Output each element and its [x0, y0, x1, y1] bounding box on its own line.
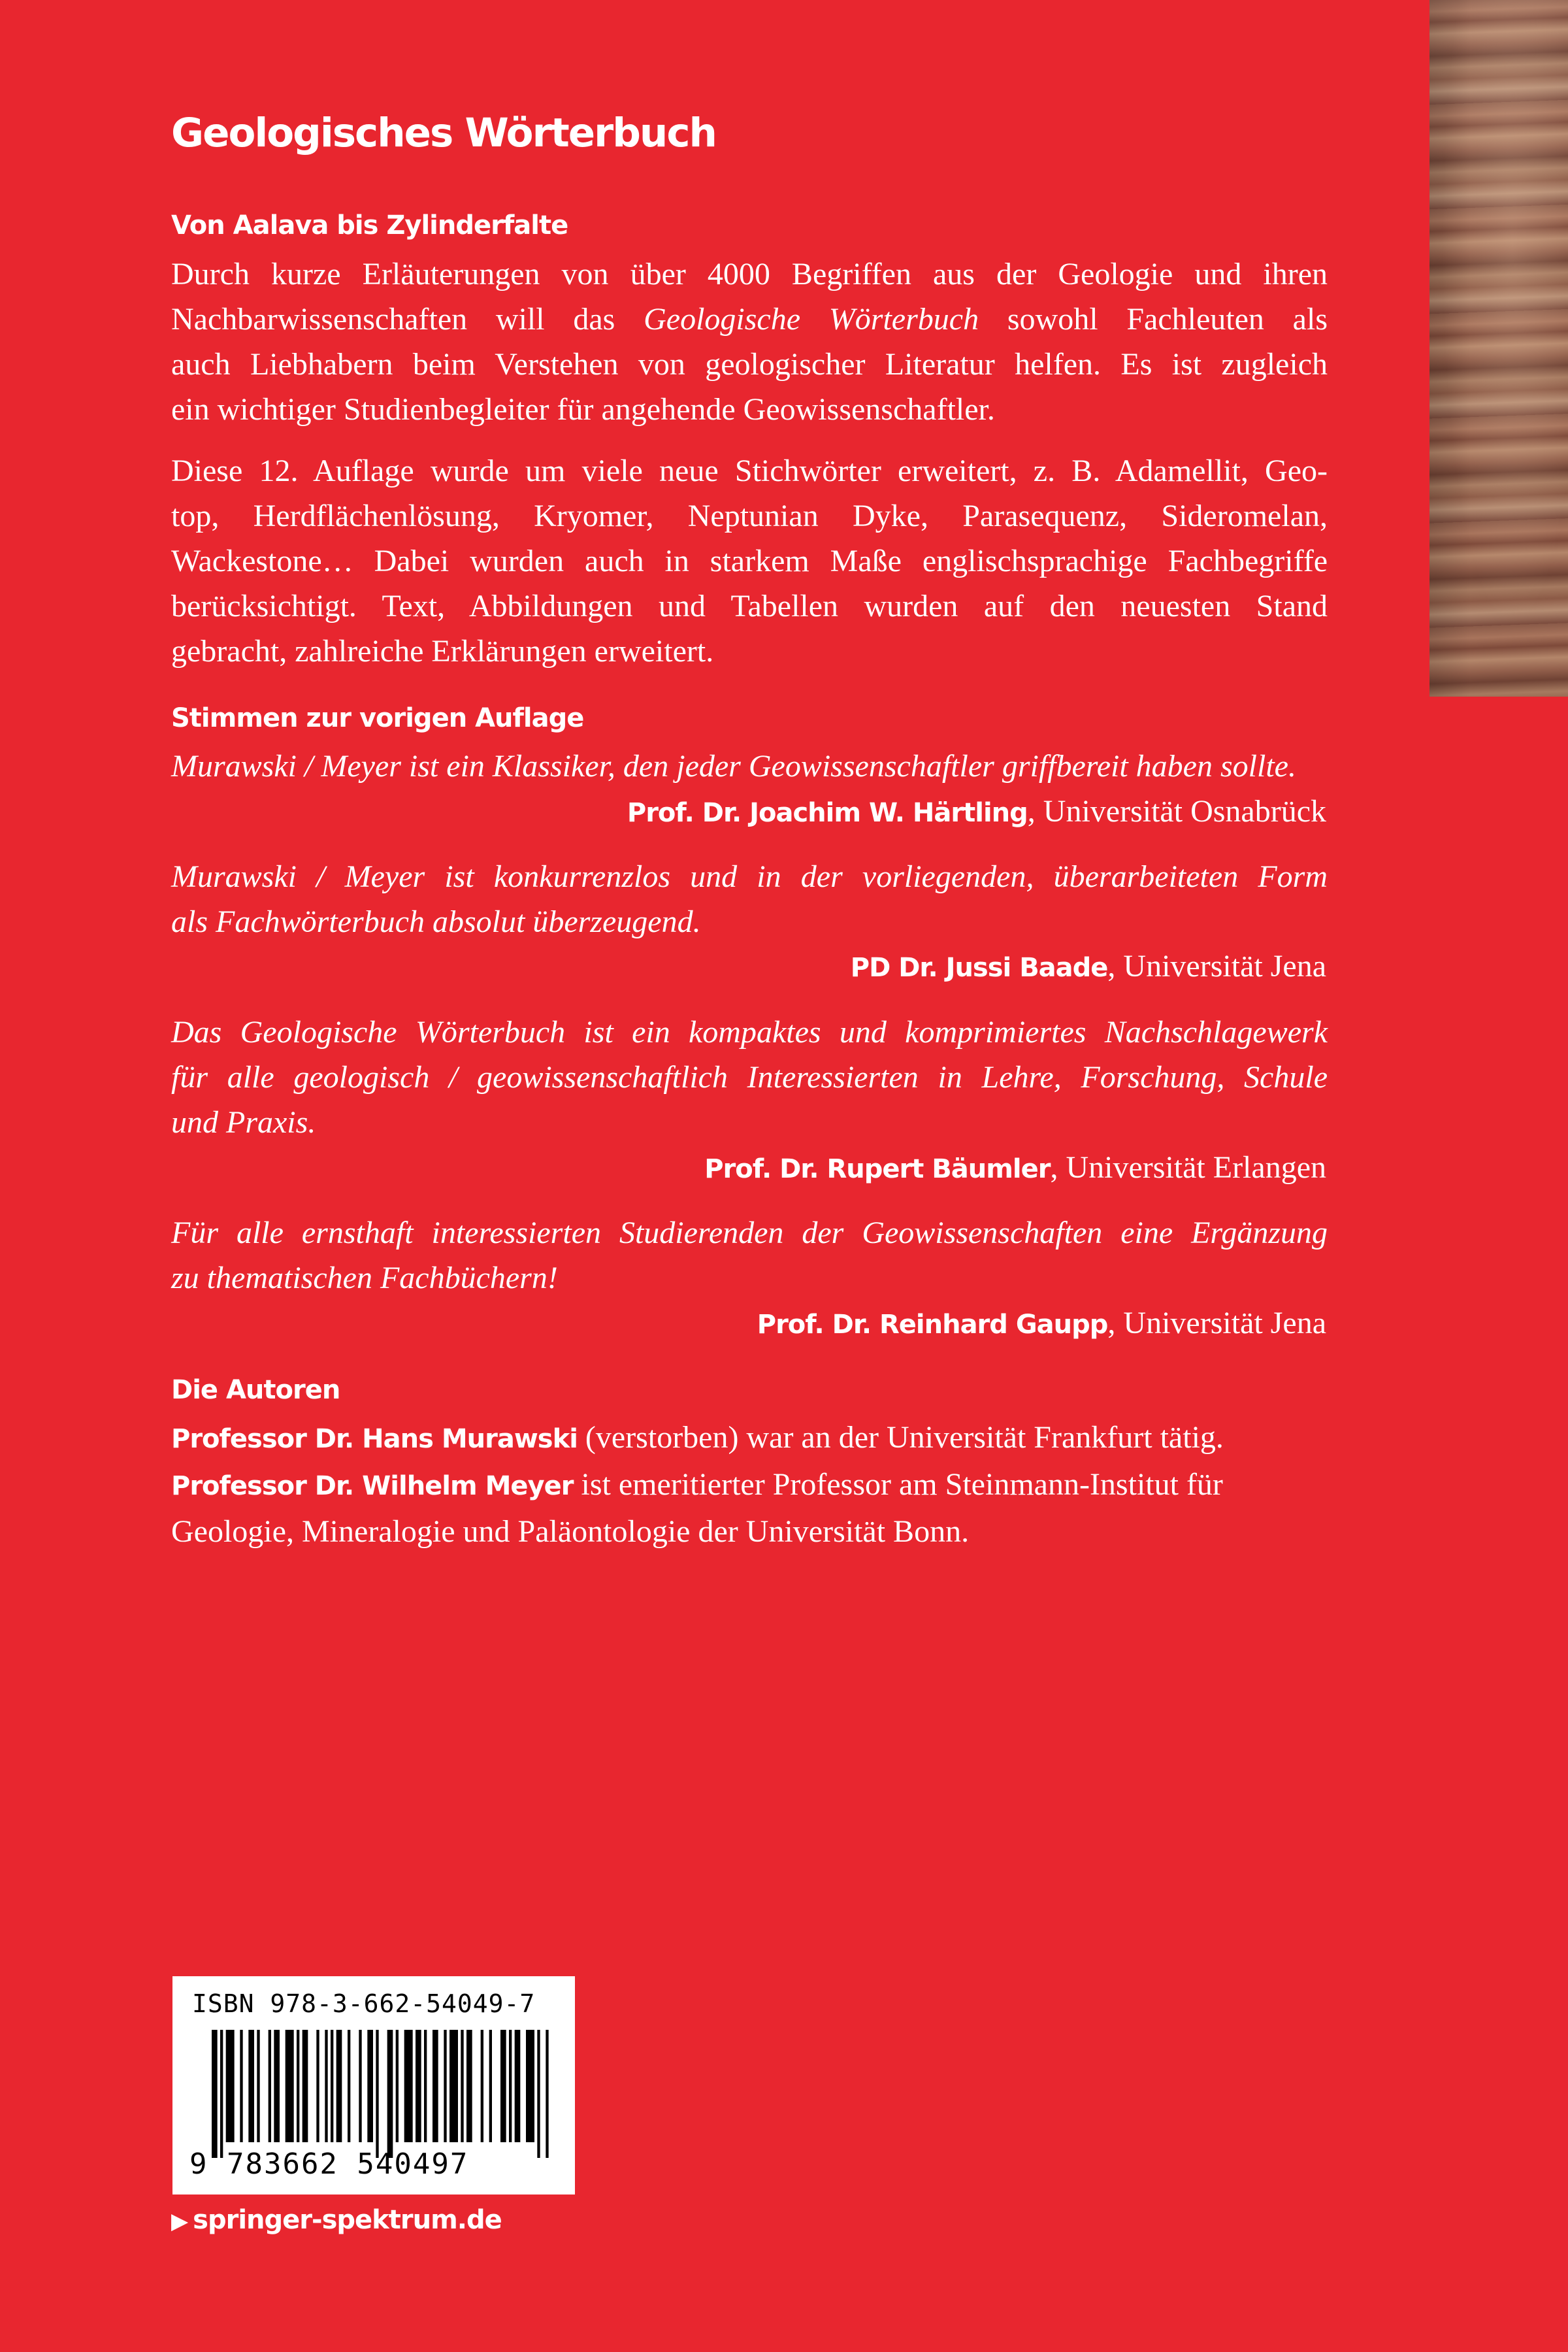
publisher-website[interactable] — [171, 2205, 502, 2235]
barcode-bar — [302, 2030, 308, 2142]
review-attribution — [757, 1300, 1326, 1348]
reviewer-affiliation: , Universität Erlangen — [1050, 1150, 1326, 1185]
reviewer-name: Prof. Dr. Joachim W. Härtling — [627, 798, 1028, 828]
review-attribution — [851, 944, 1326, 991]
review-quote: Für alle ernsthaft interessierten Studierenden der Geowissenschaften eine Ergänzung zu thematischen Fachbüchern! — [171, 1216, 1328, 1295]
barcode-bar — [220, 2030, 223, 2158]
barcode-bar — [433, 2030, 438, 2142]
barcode-bar — [348, 2030, 350, 2142]
author-line: Professor Dr. Wilhelm Meyer ist emeritierter Professor am Steinmann-Institut für — [171, 1467, 1223, 1502]
intro-line: ein wichtiger Studienbegleiter für angehende Geowissenschaftler. — [171, 392, 995, 427]
barcode-bar — [316, 2030, 319, 2142]
barcode-bar — [212, 2030, 218, 2158]
rock-photo — [1429, 0, 1568, 697]
review-quote: Murawski / Meyer ist ein Klassiker, den jeder Geowissenschaftler griffbereit haben sollte. — [171, 749, 1296, 784]
intro-line: berücksichtigt. Text, Abbildungen und Tabellen wurden auf den neuesten Stand — [171, 589, 1328, 623]
authors-paragraph — [171, 1415, 1328, 1554]
author-line: Geologie, Mineralogie und Paläontologie der Universität Bonn. — [171, 1514, 970, 1549]
barcode-bar — [509, 2030, 512, 2142]
reviewer-name: Prof. Dr. Rupert Bäumler — [704, 1154, 1051, 1184]
barcode-bar — [489, 2030, 492, 2142]
book-title-italic: Geologische Wörterbuch — [644, 302, 979, 337]
barcode-bar — [500, 2030, 506, 2142]
barcode-bar — [297, 2030, 299, 2142]
isbn-barcode — [172, 1976, 575, 2195]
barcode-bar — [248, 2030, 254, 2142]
barcode-bar — [336, 2030, 342, 2142]
barcode-bar — [515, 2030, 521, 2142]
reviewer-affiliation: , Universität Jena — [1107, 949, 1326, 984]
barcode-bar — [257, 2030, 259, 2142]
author-name: Professor Dr. Hans Murawski — [171, 1424, 578, 1454]
barcode-bar — [325, 2030, 327, 2142]
intro-heading: Von Aalava bis Zylinderfalte — [171, 210, 568, 240]
barcode-bar — [331, 2030, 333, 2142]
barcode-bars — [212, 2030, 551, 2158]
barcode-bar — [240, 2030, 242, 2142]
reviews-heading: Stimmen zur vorigen Auflage — [171, 703, 584, 733]
reviewer-name: PD Dr. Jussi Baade — [850, 953, 1108, 983]
intro-line: auch Liebhabern beim Verstehen von geologischer Literatur helfen. Es ist zugleich — [171, 347, 1328, 382]
review-attribution — [627, 789, 1326, 836]
intro-paragraph-1 — [171, 252, 1328, 432]
barcode-digits: 9 783662 540497 — [189, 2147, 469, 2181]
isbn-number: ISBN 978-3-662-54049-7 — [192, 1989, 536, 2018]
review-quote: Das Geologische Wörterbuch ist ein kompaktes und komprimiertes Nachschlagewerk für alle geologisch / geowissenschaftlich Interessierten in Lehre, Forschung, Schule und Praxis. — [171, 1015, 1328, 1140]
barcode-bar — [367, 2030, 373, 2142]
barcode-bar — [274, 2030, 280, 2142]
barcode-bar — [444, 2030, 446, 2142]
barcode-bar — [424, 2030, 427, 2142]
intro-paragraph-2 — [171, 448, 1328, 674]
barcode-bar — [466, 2030, 472, 2142]
barcode-bar — [416, 2030, 421, 2142]
reviewer-affiliation: , Universität Osnabrück — [1027, 794, 1326, 829]
book-title: Geologisches Wörterbuch — [171, 110, 716, 156]
barcode-bar — [387, 2030, 393, 2158]
intro-line: gebracht, zahlreiche Erklärungen erweitert. — [171, 634, 714, 669]
reviewer-name: Prof. Dr. Reinhard Gaupp — [757, 1310, 1108, 1340]
reviewer-affiliation: , Universität Jena — [1107, 1306, 1326, 1340]
barcode-bar — [461, 2030, 463, 2142]
barcode-bar — [376, 2030, 378, 2158]
barcode-bar — [286, 2030, 294, 2142]
barcode-bar — [546, 2030, 548, 2158]
review-quote: Murawski / Meyer ist konkurrenzlos und in der vorliegenden, überarbeiteten Form als Fachwörterbuch absolut überzeugend. — [171, 859, 1328, 939]
barcode-bar — [449, 2030, 458, 2142]
website-link[interactable]: springer-spektrum.de — [193, 2205, 502, 2235]
author-name: Professor Dr. Wilhelm Meyer — [171, 1471, 574, 1501]
barcode-bar — [226, 2030, 235, 2142]
intro-line: Wackestone… Dabei wurden auch in starkem Maße englischsprachige Fachbegriffe — [171, 544, 1328, 578]
intro-line: Nachbarwissenschaften will das Geologische Wörterbuch sowohl Fachleuten als — [171, 302, 1328, 337]
intro-line: Diese 12. Auflage wurde um viele neue Stichwörter erweitert, z. B. Adamellit, Geo- — [171, 454, 1328, 488]
author-line: Professor Dr. Hans Murawski (verstorben) war an der Universität Frankfurt tätig. — [171, 1420, 1224, 1455]
intro-line: top, Herdflächenlösung, Kryomer, Neptunian Dyke, Parasequenz, Sideromelan, — [171, 499, 1328, 533]
barcode-bar — [526, 2030, 534, 2142]
barcode-bar — [396, 2030, 399, 2142]
barcode-bar — [269, 2030, 271, 2142]
barcode-bar — [537, 2030, 540, 2158]
arrow-right-icon: ▶ — [171, 2208, 188, 2234]
barcode-bar — [481, 2030, 483, 2142]
review-attribution — [704, 1145, 1326, 1192]
barcode-bar — [359, 2030, 361, 2142]
intro-line: Durch kurze Erläuterungen von über 4000 Begriffen aus der Geologie und ihren — [171, 257, 1328, 291]
barcode-bar — [404, 2030, 413, 2142]
authors-heading: Die Autoren — [171, 1375, 340, 1405]
